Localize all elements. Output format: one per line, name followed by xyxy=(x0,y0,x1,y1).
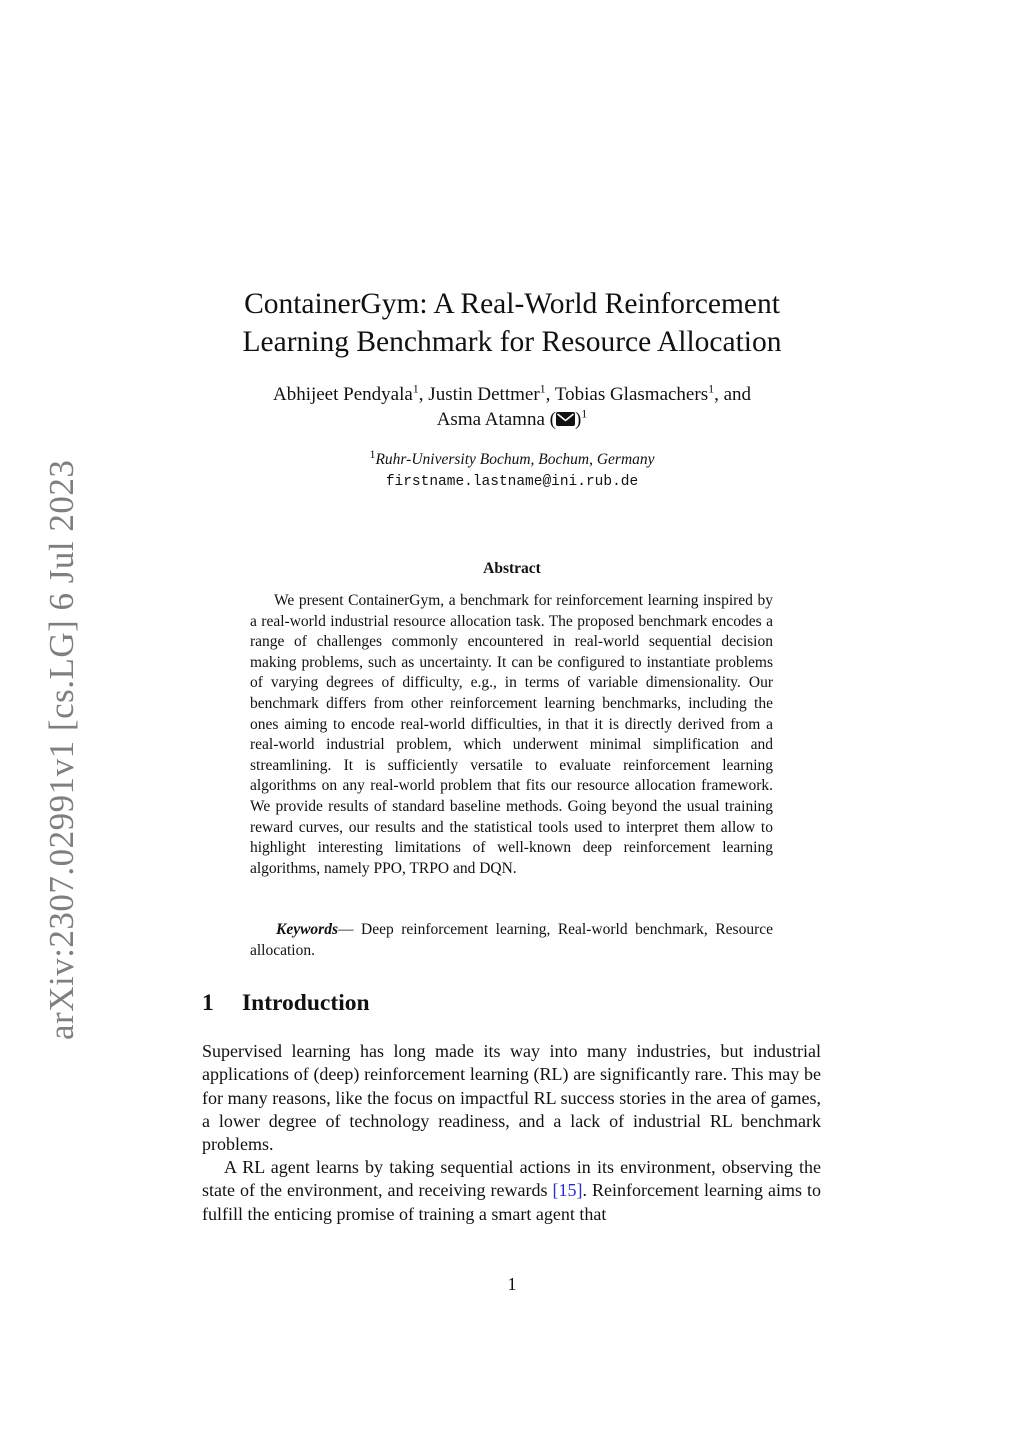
author-list: Abhijeet Pendyala$^1$, Justin Dettmer$^1$, Tobias Glasmachers$^1$, and Asma Atamna ( )$^1$ xyxy=(272,381,752,430)
paragraph-text: . Reinforcement learning aims to fulfill the enticing promise of training a smart agent that xyxy=(202,1180,821,1224)
author-separator: , xyxy=(418,384,429,405)
institution: Ruhr-University Bochum, Bochum, Germany xyxy=(375,451,655,468)
keywords-label: Keywords xyxy=(276,921,338,938)
author-name: Abhijeet Pendyala xyxy=(272,384,413,405)
author-separator: , xyxy=(545,384,555,405)
affiliation-marker: 1 xyxy=(539,381,546,396)
author-email[interactable]: firstname.lastname@ini.rub.de xyxy=(385,474,639,490)
intro-paragraph-1: Supervised learning has long made its way into many industries, but industrial applications of (deep) reinforcement learning (RL) are significantly rare. This may be for many reasons, like the focus on impactful RL success stories in the area of games, a lower degree of technology readiness, and a lack of industrial RL benchmark problems. xyxy=(202,1041,821,1155)
affiliation-block xyxy=(202,446,822,493)
page-number: 1 xyxy=(507,1274,517,1294)
affiliation-marker: 1 xyxy=(581,406,588,421)
author-separator: , and xyxy=(714,384,752,405)
citation-link[interactable]: [15] xyxy=(552,1180,583,1201)
keywords-dash: — xyxy=(338,921,362,938)
affiliation-marker: 1 xyxy=(708,381,715,396)
author-name: Justin Dettmer xyxy=(428,384,540,405)
author-name: Asma Atamna xyxy=(436,409,545,430)
abstract-heading: Abstract xyxy=(483,560,541,577)
paragraph-text: A RL agent learns by taking sequential actions in its environment, observing the state of the environment, and receiving rewards xyxy=(202,1157,821,1201)
section-title: Introduction xyxy=(242,990,370,1016)
affiliation-marker: 1 xyxy=(412,381,419,396)
section-heading xyxy=(202,990,370,1017)
author-name: Tobias Glasmachers xyxy=(554,384,709,405)
abstract-text: We present ContainerGym, a benchmark for reinforcement learning inspired by a real-world industrial resource allocation task. The proposed benchmark encodes a range of challenges commonly encountered in real-world sequential decision making problems, such as uncertainty. It can be configured to instantiate problems of varying degrees of difficulty, e.g., in terms of variable dimensionality. Our benchmark differs from other reinforcement learning benchmarks, including the ones aiming to encode real-world difficulties, in that it is directly derived from a real-world industrial problem, which underwent minimal simplification and streamlining. It is sufficiently versatile to evaluate reinforcement learning algorithms on any real-world problem that fits our resource allocation framework. We provide results of standard baseline methods. Going beyond the usual training reward curves, our results and the statistical tools used to interpret them allow to highlight interesting limitations of well-known deep reinforcement learning algorithms, namely PPO, TRPO and DQN. xyxy=(250,592,773,877)
title-line-1: ContainerGym: A Real-World Reinforcement xyxy=(244,288,780,320)
affiliation-marker: 1 xyxy=(369,446,376,461)
keywords-text: Deep reinforcement learning, Real-world benchmark, Resource allocation. xyxy=(250,921,773,959)
arxiv-identifier-stamp[interactable]: arXiv:2307.02991v1 [cs.LG] 6 Jul 2023 xyxy=(42,459,81,1040)
keywords xyxy=(250,920,773,961)
title-line-2: Learning Benchmark for Resource Allocation xyxy=(242,326,782,358)
section-number: 1 xyxy=(202,990,214,1016)
intro-paragraph-2 xyxy=(202,1156,821,1226)
paper-title xyxy=(202,285,822,361)
envelope-icon xyxy=(556,408,575,422)
